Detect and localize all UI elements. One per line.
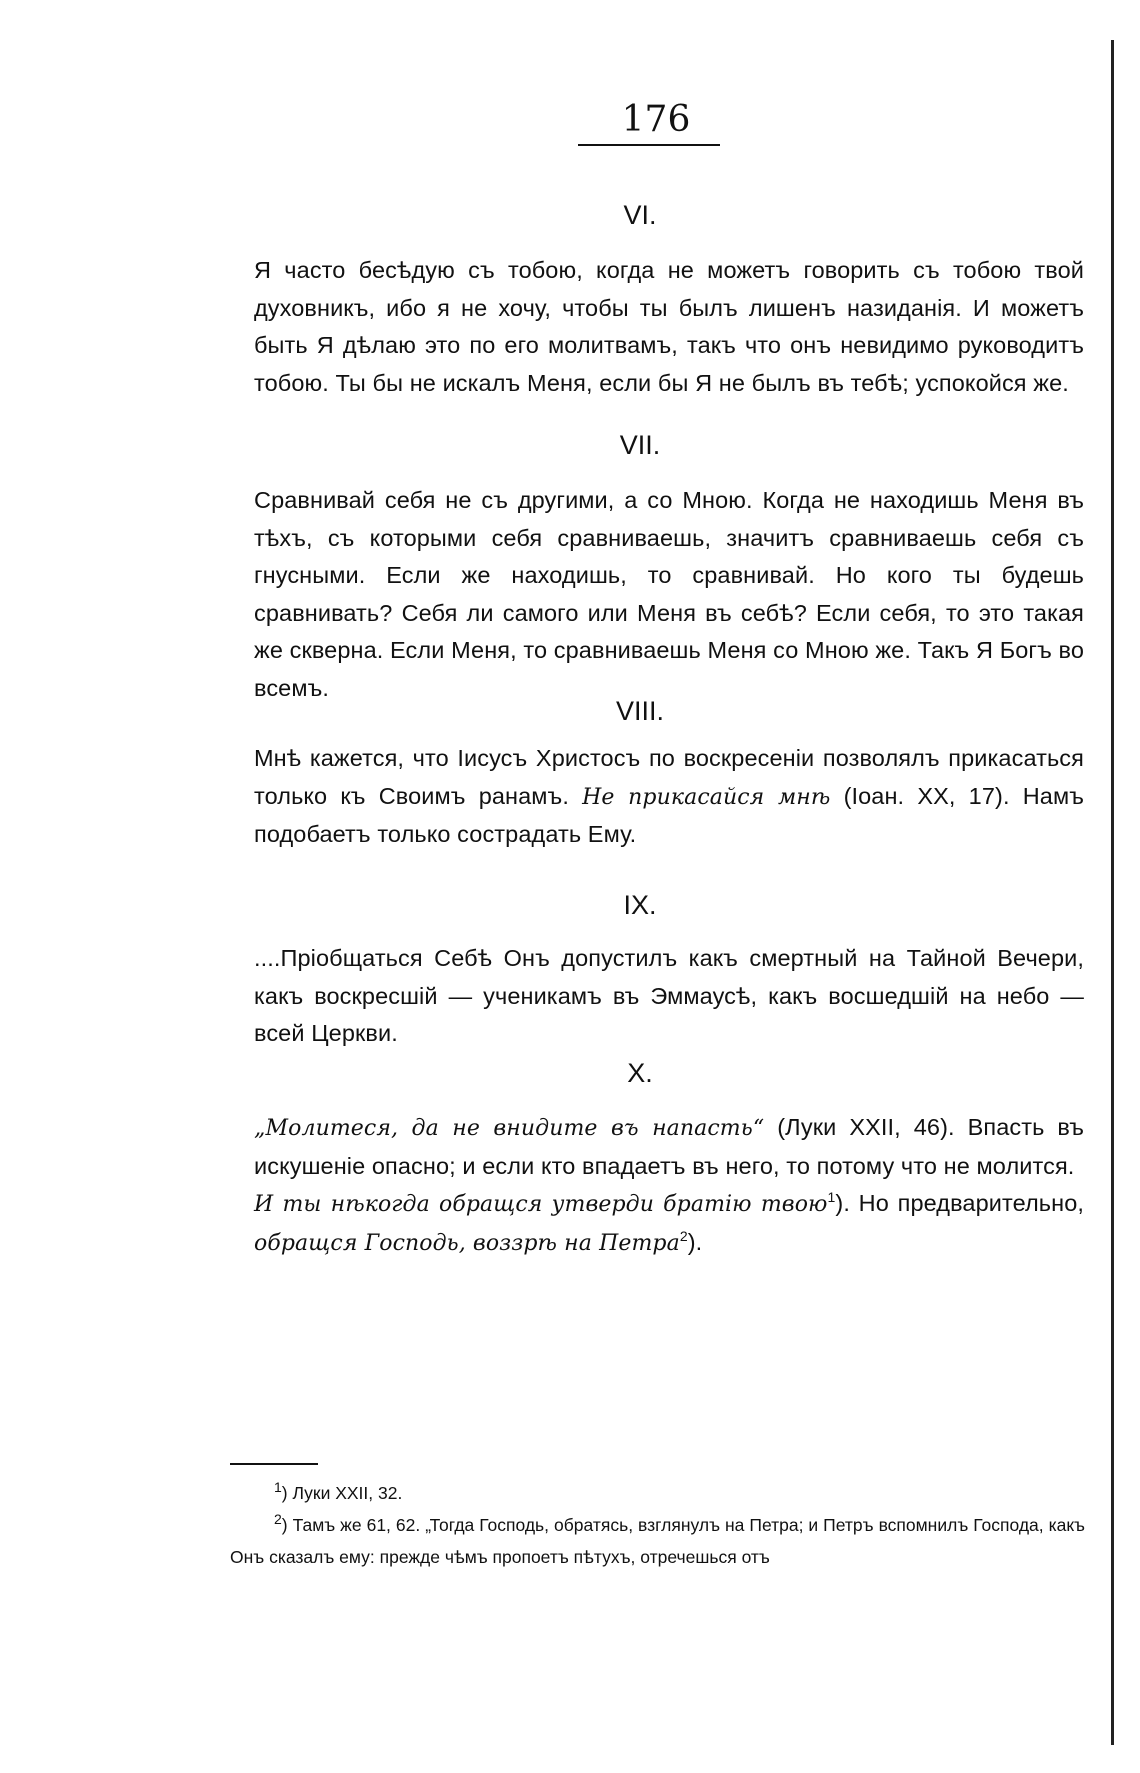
- footnote-text: ) Луки XXII, 32.: [281, 1483, 403, 1503]
- footnote-mark: 1: [274, 1479, 282, 1496]
- section-heading-vii: VII.: [619, 430, 661, 460]
- paragraph: [254, 740, 1084, 854]
- section-heading-viii: VIII.: [615, 696, 664, 726]
- page-number: 176: [621, 99, 691, 140]
- footnote-mark: 2: [274, 1511, 282, 1528]
- section-heading-x: X.: [627, 1058, 653, 1088]
- section-heading-vi: VI.: [623, 200, 657, 230]
- footnote-text: ) Тамъ же 61, 62. „Тогда Господь, обратясь, взглянулъ на Петра; и Петръ вспомнилъ Господа, какъ Онъ сказалъ ему: прежде чѣмъ пропоетъ пѣтухъ, отречешься отъ: [230, 1515, 1085, 1567]
- italic-quote: И ты нѣкогда обращся утверди братію твою: [254, 1192, 828, 1217]
- text-run: ). Но предварительно,: [835, 1190, 1085, 1216]
- footnote: [230, 1477, 1085, 1509]
- footnote: [230, 1509, 1085, 1573]
- text-run: Мнѣ кажется, что Іисусъ Христосъ по воскресеніи позволялъ прикасаться только къ Своимъ ранамъ.: [254, 745, 1084, 809]
- section-text-ix: [254, 940, 1084, 1053]
- italic-quote: обращся Господь, воззрѣ на Петра: [254, 1230, 680, 1256]
- section-text-vii: [254, 482, 1084, 707]
- page-number-rule: [578, 144, 720, 146]
- italic-quote: Не прикасайся мнѣ: [582, 784, 831, 810]
- section-text-x: [254, 1109, 1084, 1262]
- paragraph: Сравнивай себя не съ другими, а со Мною. Когда не находишь Меня въ тѣхъ, съ которыми себя сравниваешь, значитъ сравниваешь себя съ гнусными. Если же находишь, то сравнивай. Но кого ты будешь сравнивать? Себя ли самого или Меня въ себѣ? Если себя, то это такая же скверна. Если Меня, то сравниваешь Меня со Мною же. Такъ Я Богъ во всемъ.: [254, 487, 1084, 701]
- paragraph: [254, 1109, 1084, 1185]
- page-edge-line: [1111, 40, 1114, 1745]
- footnotes: [230, 1477, 1085, 1573]
- footnote-rule: [230, 1463, 318, 1465]
- section-text-vi: [254, 252, 1084, 402]
- footnote-ref: 2: [679, 1227, 688, 1244]
- text-run: (Луки XXII, 46). Впасть въ искушеніе опасно; и если кто впадаетъ въ него, то потому что не молится.: [254, 1114, 1084, 1179]
- section-heading-ix: IX.: [623, 890, 657, 920]
- section-text-viii: [254, 740, 1084, 854]
- italic-quote: „Молитеся, да не внидите въ напасть“: [254, 1116, 765, 1141]
- paragraph: [254, 1185, 1084, 1262]
- text-run: (Іоан. XX, 17). Намъ подобаетъ только сострадать Ему.: [254, 782, 1085, 847]
- paragraph: Я часто бесѣдую съ тобою, когда не можетъ говорить съ тобою твой духовникъ, ибо я не хочу, чтобы ты былъ лишенъ назиданія. И можетъ быть Я дѣлаю это по его молитвамъ, такъ что онъ невидимо руководитъ тобою. Ты бы не искалъ Меня, если бы Я не былъ въ тебѣ; успокойся же.: [254, 257, 1084, 396]
- footnote-ref: 1: [827, 1189, 836, 1206]
- paragraph: ....Пріобщаться Себѣ Онъ допустилъ какъ смертный на Тайной Вечери, какъ воскресшій — ученикамъ въ Эммаусѣ, какъ восшедшій на небо — всей Церкви.: [254, 945, 1084, 1046]
- text-run: ).: [687, 1228, 703, 1255]
